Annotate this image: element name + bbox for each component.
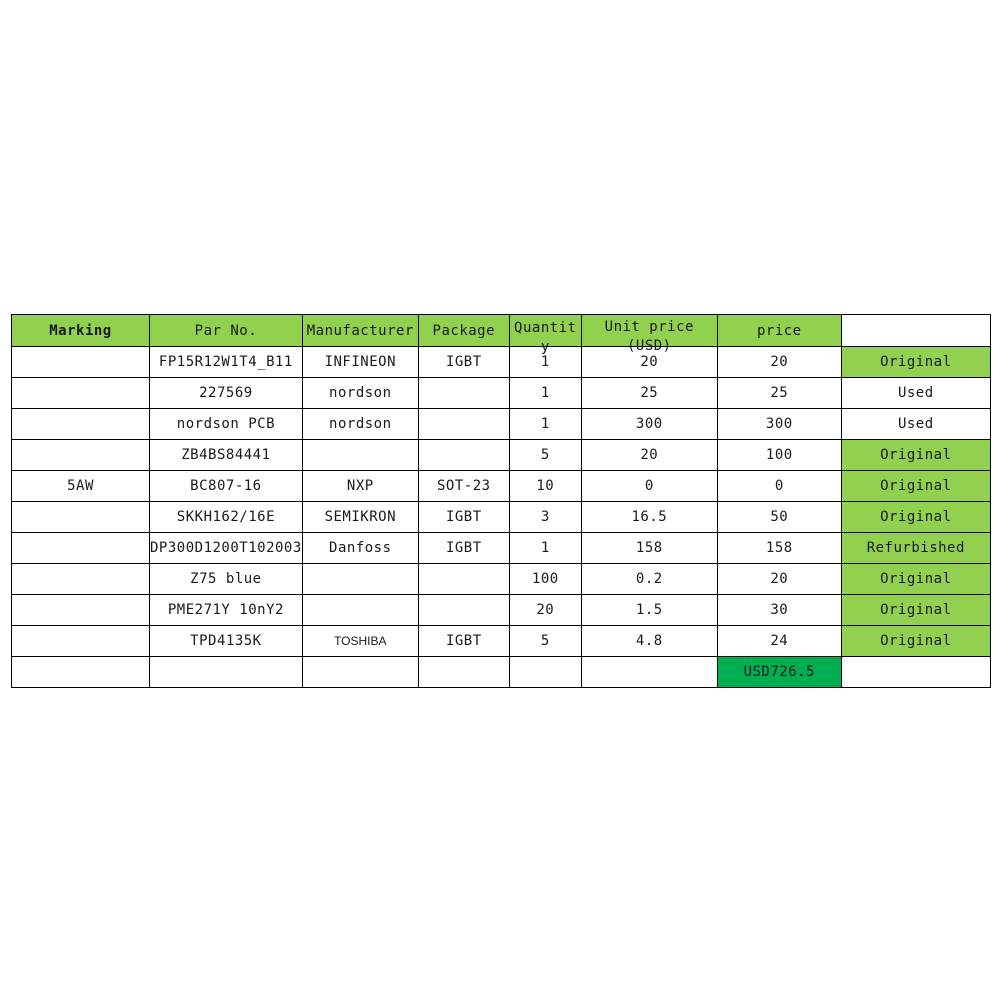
header-condition <box>841 315 990 347</box>
cell-marking <box>12 595 150 626</box>
cell-condition: Original <box>841 595 990 626</box>
cell-price: 20 <box>717 347 841 378</box>
cell-price: 24 <box>717 626 841 657</box>
cell-part-number: BC807-16 <box>150 471 303 502</box>
cell-unit-price: 16.5 <box>581 502 717 533</box>
cell-part-number: nordson PCB <box>150 409 303 440</box>
cell-quantity: 10 <box>509 471 581 502</box>
cell-marking: 5AW <box>12 471 150 502</box>
cell-part-number: FP15R12W1T4_B11 <box>150 347 303 378</box>
total-price: USD726.5 <box>717 657 841 688</box>
cell-marking <box>12 440 150 471</box>
table-row <box>12 564 991 595</box>
total-row-empty-cell <box>418 657 509 688</box>
cell-package: IGBT <box>418 502 509 533</box>
total-row-empty-cell <box>12 657 150 688</box>
cell-unit-price: 0 <box>581 471 717 502</box>
cell-quantity: 100 <box>509 564 581 595</box>
table-row <box>12 378 991 409</box>
cell-quantity: 20 <box>509 595 581 626</box>
header-unit-price: Unit price (USD) <box>581 315 717 347</box>
cell-condition: Original <box>841 626 990 657</box>
cell-marking <box>12 409 150 440</box>
header-part-number: Par No. <box>150 315 303 347</box>
table-row <box>12 409 991 440</box>
cell-package <box>418 409 509 440</box>
cell-manufacturer: nordson <box>302 378 418 409</box>
cell-part-number: ZB4BS84441 <box>150 440 303 471</box>
header-row <box>12 315 991 347</box>
total-row-empty-cell <box>509 657 581 688</box>
cell-unit-price: 158 <box>581 533 717 564</box>
cell-quantity: 1 <box>509 533 581 564</box>
cell-manufacturer: Danfoss <box>302 533 418 564</box>
header-quantity: Quantity <box>509 315 581 347</box>
cell-part-number: SKKH162/16E <box>150 502 303 533</box>
table-row <box>12 595 991 626</box>
cell-package <box>418 564 509 595</box>
cell-unit-price: 4.8 <box>581 626 717 657</box>
cell-marking <box>12 626 150 657</box>
cell-part-number: TPD4135K <box>150 626 303 657</box>
cell-price: 25 <box>717 378 841 409</box>
cell-marking <box>12 564 150 595</box>
cell-marking <box>12 533 150 564</box>
cell-condition: Original <box>841 502 990 533</box>
cell-unit-price: 1.5 <box>581 595 717 626</box>
cell-price: 0 <box>717 471 841 502</box>
table-row <box>12 502 991 533</box>
cell-price: 300 <box>717 409 841 440</box>
cell-package: IGBT <box>418 626 509 657</box>
cell-price: 158 <box>717 533 841 564</box>
cell-marking <box>12 502 150 533</box>
cell-package: SOT-23 <box>418 471 509 502</box>
cell-condition: Original <box>841 440 990 471</box>
cell-unit-price: 25 <box>581 378 717 409</box>
cell-quantity: 5 <box>509 440 581 471</box>
total-row-empty-cell <box>302 657 418 688</box>
total-row-empty-cell <box>150 657 303 688</box>
cell-manufacturer: INFINEON <box>302 347 418 378</box>
cell-quantity: 1 <box>509 347 581 378</box>
cell-part-number: 227569 <box>150 378 303 409</box>
cell-marking <box>12 347 150 378</box>
table-row <box>12 347 991 378</box>
cell-part-number: Z75 blue <box>150 564 303 595</box>
cell-package <box>418 595 509 626</box>
table-row <box>12 440 991 471</box>
cell-unit-price: 20 <box>581 440 717 471</box>
header-package: Package <box>418 315 509 347</box>
cell-manufacturer: TOSHIBA <box>302 626 418 657</box>
table-row <box>12 471 991 502</box>
table-row <box>12 533 991 564</box>
cell-manufacturer <box>302 564 418 595</box>
cell-price: 50 <box>717 502 841 533</box>
cell-price: 30 <box>717 595 841 626</box>
header-marking: Marking <box>12 315 150 347</box>
cell-part-number: DP300D1200T102003 <box>150 533 303 564</box>
cell-price: 20 <box>717 564 841 595</box>
cell-package: IGBT <box>418 347 509 378</box>
cell-unit-price: 0.2 <box>581 564 717 595</box>
cell-quantity: 1 <box>509 409 581 440</box>
cell-manufacturer <box>302 440 418 471</box>
cell-unit-price: 300 <box>581 409 717 440</box>
cell-quantity: 3 <box>509 502 581 533</box>
header-price: price <box>717 315 841 347</box>
cell-manufacturer: SEMIKRON <box>302 502 418 533</box>
cell-condition: Original <box>841 564 990 595</box>
cell-package <box>418 378 509 409</box>
cell-manufacturer: nordson <box>302 409 418 440</box>
cell-condition: Used <box>841 409 990 440</box>
table-row <box>12 626 991 657</box>
cell-quantity: 5 <box>509 626 581 657</box>
cell-condition: Refurbished <box>841 533 990 564</box>
cell-condition: Used <box>841 378 990 409</box>
cell-quantity: 1 <box>509 378 581 409</box>
cell-unit-price: 20 <box>581 347 717 378</box>
total-row-empty-cell <box>581 657 717 688</box>
cell-condition: Original <box>841 471 990 502</box>
cell-package <box>418 440 509 471</box>
cell-manufacturer: NXP <box>302 471 418 502</box>
cell-manufacturer <box>302 595 418 626</box>
cell-price: 100 <box>717 440 841 471</box>
header-manufacturer: Manufacturer <box>302 315 418 347</box>
cell-marking <box>12 378 150 409</box>
cell-condition: Original <box>841 347 990 378</box>
cell-part-number: PME271Y 10nY2 <box>150 595 303 626</box>
total-row <box>12 657 991 688</box>
parts-quote-table <box>11 314 991 688</box>
total-row-empty-cell <box>841 657 990 688</box>
cell-package: IGBT <box>418 533 509 564</box>
